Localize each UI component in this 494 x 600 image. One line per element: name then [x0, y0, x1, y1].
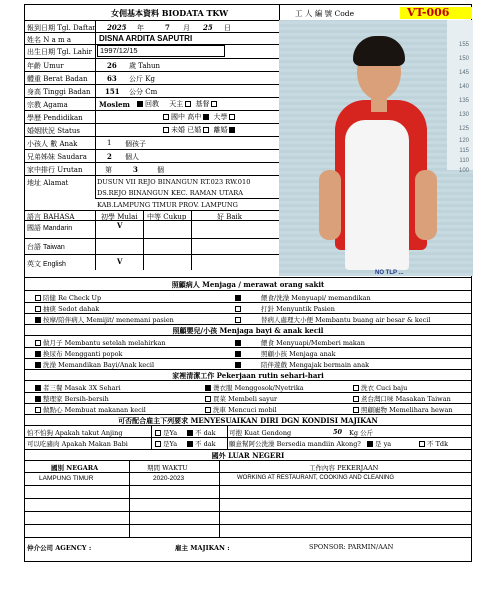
religion-catholic-checkbox[interactable] [185, 101, 191, 107]
day-label: 日 [224, 24, 231, 32]
pork-label: 可以吃豬肉 Apakah Makan Babi [27, 440, 128, 448]
pork-tidak-checkbox[interactable] [187, 441, 193, 447]
status-label: 婚姻狀況 Status [27, 127, 80, 135]
house-item-3-checkbox[interactable] [35, 396, 41, 402]
ruler-mark-130: 130 [458, 112, 469, 118]
care-heading: 照顧病人 Menjaga / merawat orang sakit [171, 280, 325, 289]
house-item-2-checkbox[interactable] [353, 385, 359, 391]
employer-label: 雇主 MAJIKAN : [175, 544, 230, 552]
dog-tidak-checkbox[interactable] [187, 430, 193, 436]
edu-opt2: 高中 [187, 113, 202, 121]
address-line1: DUSUN VII REJO BINANGUN RT.023 RW.010 [97, 178, 251, 186]
care-item-1-checkbox[interactable] [235, 295, 241, 301]
height-value: 151 [105, 87, 120, 96]
care-item-3: 打針 Menyuntik Pasien [261, 305, 335, 313]
house-item-7-checkbox[interactable] [205, 407, 211, 413]
pork-tidak: 不 dak [195, 440, 216, 448]
care-item-2-checkbox[interactable] [35, 306, 41, 312]
house-item-2: 洗衣 Cuci baju [361, 384, 408, 392]
phone-note: NO TLP ... [375, 270, 404, 276]
dob-label: 出生日期 Tgl. Lahir [27, 48, 92, 56]
age-unit: 歲 Tahun [129, 62, 161, 70]
religion-opt1: 回教 [145, 100, 159, 108]
house-item-1-checkbox[interactable] [205, 385, 211, 391]
bath-ya: 是 ya [375, 440, 392, 448]
care-item-2: 抽痰 Sedot dahak [43, 305, 100, 313]
house-item-8: 照顧寵物 Memelihara hewan [361, 406, 453, 414]
exp-col-period: 期間 WAKTU [147, 464, 188, 472]
religion-value: Moslem [99, 100, 130, 109]
reg-day: 25 [203, 23, 213, 32]
exp-row-0-job: WORKING AT RESTAURANT, COOKING AND CLEANING [237, 475, 395, 481]
bath-tidak-checkbox[interactable] [419, 441, 425, 447]
ruler-mark-110: 110 [459, 158, 469, 164]
lift-unit: Kg 公斤 [349, 429, 374, 437]
ruler-mark-155: 155 [458, 42, 469, 48]
baby-item-1-checkbox[interactable] [235, 340, 241, 346]
weight-label: 體重 Berat Badan [27, 75, 88, 83]
pork-ya: 是Ya [163, 440, 178, 448]
children-value: 1 [107, 139, 112, 147]
edu-label: 學歷 Pendidikan [27, 114, 83, 122]
religion-opt3: 基督 [195, 100, 210, 108]
edu-junior-checkbox[interactable] [163, 114, 169, 120]
status-single-checkbox[interactable] [163, 127, 169, 133]
language-row-mandarin: 國語 Mandarin [27, 225, 73, 232]
bath-label: 願意幫阿公洗澡 Bersedia mandiin Akong? [229, 440, 361, 448]
ruler-mark-120: 120 [458, 138, 469, 144]
baby-item-3: 照顧小孩 Menjaga anak [261, 350, 336, 358]
form-title: 女佣基本資料 BIODATA TKW [111, 8, 229, 18]
order-prefix: 第 [105, 166, 112, 174]
religion-moslem-checkbox[interactable] [137, 101, 143, 107]
edu-opt1: 國中 [171, 113, 185, 121]
conditions-heading: 可否配合雇主下列要求 MENYESUAIKAN DIRI DGN KONDISI MAJIKAN [118, 416, 378, 425]
edu-opt3: 大學 [213, 113, 228, 121]
month-label: 月 [183, 24, 190, 32]
ruler-mark-115: 115 [459, 148, 469, 154]
ruler-mark-125: 125 [458, 126, 469, 132]
edu-senior-checkbox[interactable] [203, 114, 209, 120]
care-item-5-checkbox[interactable] [235, 317, 241, 323]
name-label: 姓名 N a m a [27, 36, 72, 44]
code-label: 工 人 編 號 Code [295, 9, 355, 18]
care-item-4-checkbox[interactable] [35, 317, 41, 323]
house-item-6: 做點心 Membuat makanan kecil [43, 406, 146, 414]
exp-col-job: 工作內容 PEKERJAAN [309, 464, 379, 472]
baby-heading: 照顧嬰兒/小孩 Menjaga bayi & anak kecil [172, 326, 324, 335]
code-value: VT-006 [407, 6, 450, 19]
baby-item-4-checkbox[interactable] [35, 362, 41, 368]
exp-row-0-period: 2020-2023 [153, 475, 185, 482]
language-col3: 好 Baik [217, 213, 243, 221]
house-item-4: 買菜 Membeli sayur [213, 395, 278, 403]
status-options [161, 125, 237, 135]
house-item-0-checkbox[interactable] [35, 385, 41, 391]
baby-item-2-checkbox[interactable] [35, 351, 41, 357]
dog-ya: 是Ya [163, 429, 178, 437]
exp-row-0-country: LAMPUNG TIMUR [39, 475, 94, 482]
dog-tidak: 不 dak [195, 429, 216, 437]
baby-item-0-checkbox[interactable] [35, 340, 41, 346]
lift-value: 50 [333, 428, 343, 436]
age-value: 26 [107, 61, 117, 70]
house-item-0: 者三餐 Masak 3X Sehari [43, 384, 121, 392]
experience-heading: 國外 LUAR NEGERI [211, 451, 285, 460]
siblings-value: 2 [107, 152, 112, 161]
address-label: 地址 Alamat [27, 179, 69, 187]
religion-opt2: 天主 [169, 100, 184, 108]
edu-options [161, 112, 237, 122]
pork-ya-checkbox[interactable] [155, 441, 161, 447]
height-unit: 公分 Cm [129, 88, 158, 96]
children-label: 小孩人 數 Anak [27, 140, 78, 148]
ruler-mark-100: 100 [458, 168, 469, 174]
order-value: 3 [133, 165, 138, 174]
care-item-0-checkbox[interactable] [35, 295, 41, 301]
ruler-mark-140: 140 [458, 84, 469, 90]
status-opt2: 已婚 [187, 126, 202, 134]
year-label: 年 [137, 24, 144, 32]
edu-university-checkbox[interactable] [229, 114, 235, 120]
baby-item-1: 餵食 Menyuapi/Memberi makan [261, 339, 365, 347]
house-heading: 家裡清潔工作 Pekerjaan rutin sehari-hari [172, 371, 324, 380]
status-opt3: 離婚 [213, 126, 228, 134]
care-item-0: 陪健 Re Check Up [43, 294, 102, 302]
baby-item-4: 洗澡 Memandikan Bayi/Anak kecil [43, 361, 155, 369]
order-unit: 個 [157, 166, 164, 174]
agency-label: 仲介公司 AGENCY : [27, 544, 92, 552]
order-label: 家中排行 Urutan [27, 166, 83, 174]
status-divorced-checkbox[interactable] [229, 127, 235, 133]
name-value: DISNA ARDITA SAPUTRI [99, 34, 193, 43]
siblings-unit: 個人 [125, 153, 139, 161]
status-married-checkbox[interactable] [203, 127, 209, 133]
exp-col-country: 國別 NEGARA [51, 464, 99, 472]
language-col2: 中等 Cukup [147, 213, 187, 221]
bath-tidak: 不 Tdk [427, 440, 449, 448]
biodata-sheet [24, 4, 472, 562]
sponsor-label: SPONSOR: PARMIN/AAN [309, 543, 394, 551]
siblings-label: 兄弟姊妹 Saudara [27, 153, 87, 161]
weight-unit: 公斤 Kg [129, 75, 155, 83]
language-english-mark: V [117, 257, 123, 266]
care-item-5: 替病人處理大小便 Membantu buang air besar & kecil [261, 316, 431, 324]
height-label: 身高 Tinggi Badan [27, 88, 91, 96]
dob-value: 1997/12/15 [97, 45, 225, 57]
children-unit: 個孩子 [125, 140, 146, 148]
house-item-5-checkbox[interactable] [353, 396, 359, 402]
lift-label: 可抱 Kuat Gendong [229, 429, 292, 437]
language-row-english: 英文 English [27, 261, 66, 268]
candidate-photo [279, 20, 473, 276]
baby-item-5: 陪伴遊戲 Mengajak bermain anak [261, 361, 370, 369]
language-label: 語言 BAHASA [27, 213, 75, 221]
care-item-3-checkbox[interactable] [235, 306, 241, 312]
house-item-6-checkbox[interactable] [35, 407, 41, 413]
religion-christian-checkbox[interactable] [211, 101, 217, 107]
house-item-8-checkbox[interactable] [353, 407, 359, 413]
house-item-1: 燙衣服 Menggosok/Nyetrika [213, 384, 304, 392]
language-mandarin-mark: V [117, 221, 123, 230]
baby-item-2: 換尿布 Mengganti popok [43, 350, 123, 358]
care-item-1: 餵食/洗澡 Menyuapi/ memandikan [261, 294, 371, 302]
reg-date-label: 報到日期 Tgl. Daftar [27, 24, 96, 32]
address-line2: DS.REJO BINANGUN KEC. RAMAN UTARA [97, 189, 243, 197]
religion-label: 宗教 Agama [27, 101, 68, 109]
age-label: 年齡 Umur [27, 62, 64, 70]
reg-year: 2025 [107, 23, 127, 32]
ruler-mark-135: 135 [458, 98, 469, 104]
ruler-mark-150: 150 [458, 56, 469, 62]
bath-ya-checkbox[interactable] [367, 441, 373, 447]
dog-ya-checkbox[interactable] [155, 430, 161, 436]
baby-item-3-checkbox[interactable] [235, 351, 241, 357]
language-row-taiwan: 台語 Taiwan [27, 244, 65, 251]
dog-label: 怕不怕狗 Apakah takut Anjing [27, 429, 123, 437]
weight-value: 63 [107, 74, 117, 83]
reg-month: 7 [165, 23, 170, 32]
baby-item-5-checkbox[interactable] [235, 362, 241, 368]
religion-options [135, 99, 219, 109]
house-item-5: 煮台灣口味 Masakan Taiwan [361, 395, 451, 403]
ruler-mark-145: 145 [458, 70, 469, 76]
baby-item-0: 做月子 Membantu setelah melahirkan [43, 339, 166, 347]
house-item-3: 整理家 Bersih-bersih [43, 395, 109, 403]
house-item-4-checkbox[interactable] [205, 396, 211, 402]
house-item-7: 洗車 Mencuci mobil [213, 406, 277, 414]
care-item-4: 按摩/陪伴病人 Memijit/ menemani pasien [43, 316, 174, 324]
address-line3: KAB.LAMPUNG TIMUR PROV. LAMPUNG [97, 201, 238, 209]
language-col1: 初學 Mulai [101, 213, 138, 221]
status-opt1: 未婚 [171, 126, 185, 134]
